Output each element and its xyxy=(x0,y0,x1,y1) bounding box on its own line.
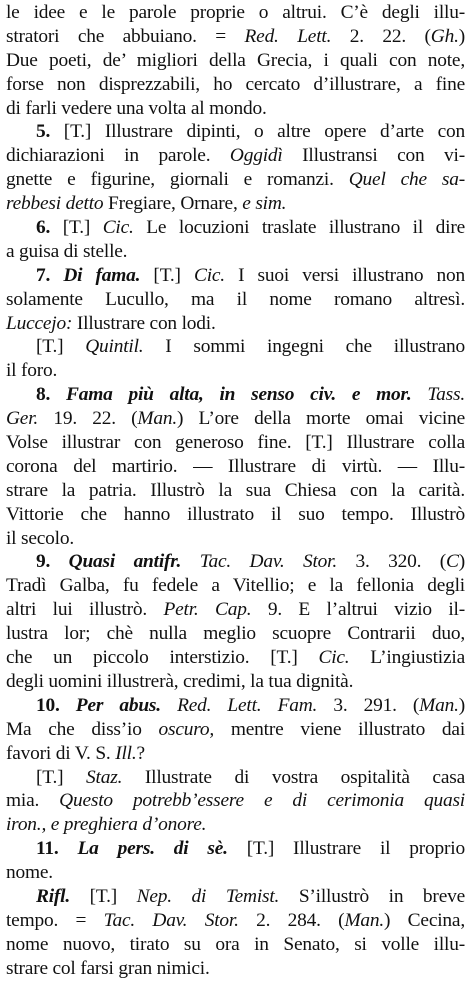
text-line xyxy=(6,598,465,622)
text-run xyxy=(411,384,427,405)
text-run: Quasi antifr. xyxy=(68,551,182,573)
text-run: Le locuzioni traslate illustrano il dire xyxy=(133,217,465,239)
text-line xyxy=(6,670,465,694)
text-line xyxy=(6,694,465,718)
text-run: ) xyxy=(458,694,466,716)
text-line xyxy=(6,359,465,383)
text-run: Red. Lett. xyxy=(244,25,332,47)
text-run: mia. xyxy=(6,790,60,812)
text-run: Man. xyxy=(344,909,385,931)
text-run: Volse illustrar con generoso fine. [T.] Illustrare colla xyxy=(6,432,465,454)
text-run: Quel che sa- xyxy=(348,169,465,191)
text-run: ) xyxy=(458,25,466,47)
text-run: Tac. Dav. Stor. xyxy=(199,551,337,573)
text-line xyxy=(6,240,465,264)
text-run: 6. xyxy=(36,217,51,239)
text-run xyxy=(60,695,76,716)
text-line xyxy=(6,503,465,527)
text-line xyxy=(6,718,465,742)
text-run: iron., e preghiera d’onore. xyxy=(6,814,207,836)
text-line xyxy=(6,550,465,574)
text-run: 2. 284. ( xyxy=(238,909,345,931)
text-run: Petr. Cap. xyxy=(163,599,252,621)
text-run: Ma che diss’io xyxy=(6,718,159,740)
text-run: Man. xyxy=(419,694,459,716)
text-run: Tac. Dav. Stor. xyxy=(103,909,239,931)
text-run: nome nuovo, tirato su ora in Senato, si volle illu- xyxy=(6,933,465,955)
text-run: Questo potrebb’essere e di cerimonia quasi xyxy=(59,790,465,812)
text-run: 9. E l’altrui vizio il- xyxy=(251,599,465,621)
text-run: ? xyxy=(136,742,145,764)
text-line xyxy=(6,766,465,790)
text-run: Rifl. xyxy=(36,885,71,907)
text-run: a guisa di stelle. xyxy=(6,240,128,262)
text-run xyxy=(50,384,66,405)
text-line xyxy=(6,288,465,312)
text-run: nome. xyxy=(6,862,53,884)
text-run: tempo. = xyxy=(6,909,104,931)
text-run: il secolo. xyxy=(6,527,75,549)
text-run: Illustrare con lodi. xyxy=(72,312,216,334)
text-line xyxy=(6,216,465,240)
text-run: Nep. di Temist. xyxy=(136,885,280,907)
text-run: corona del martirio. — Illustrare di virtù. — Illu- xyxy=(6,455,465,477)
text-run: forse non disprezzabili, ho cercato d’illustrare, a fine xyxy=(6,73,465,95)
text-run: ) xyxy=(458,551,465,573)
text-line xyxy=(6,909,465,933)
text-run: oscuro, xyxy=(158,718,215,740)
text-run: Per abus. xyxy=(75,694,161,716)
text-run: [T.] xyxy=(36,336,86,358)
text-run: favori di V. S. xyxy=(6,742,116,764)
text-run: Cic. xyxy=(193,264,225,286)
text-run xyxy=(50,551,69,572)
text-run: [T.] Illustrare dipinti, o altre opere d’arte con xyxy=(50,121,465,143)
text-line xyxy=(6,885,465,909)
text-line xyxy=(6,837,465,861)
text-run: e sim. xyxy=(242,193,287,215)
text-line xyxy=(6,144,465,168)
text-run: Luccejo: xyxy=(6,312,73,334)
text-run: strare la patria. Illustrò la sua Chiesa con la carità. xyxy=(6,479,465,501)
text-line xyxy=(6,25,465,49)
text-run: 7. xyxy=(36,264,51,286)
text-run: Vittorie che hanno illustrato il suo tempo. Illustrò xyxy=(6,503,465,525)
text-run: 10. xyxy=(36,694,60,716)
text-run: le idee e le parole proprie o altrui. C’è degli illu- xyxy=(6,2,465,23)
text-run xyxy=(59,838,78,859)
text-run: [T.] Illustrare il proprio xyxy=(227,838,465,860)
text-run: solamente Lucullo, ma il nome romano altresì. xyxy=(6,288,465,310)
text-line xyxy=(6,264,465,288)
text-run: Quintil. xyxy=(85,336,144,358)
text-line xyxy=(6,646,465,670)
text-line xyxy=(6,622,465,646)
text-line xyxy=(6,527,465,551)
text-run: 3. 320. ( xyxy=(336,551,446,573)
text-run: [T.] xyxy=(70,885,137,907)
text-run: degli uomini illustrerà, credimi, la tua dignità. xyxy=(6,670,354,692)
text-line xyxy=(6,168,465,192)
text-run: Ger. xyxy=(6,408,39,430)
text-run: Illustrate di vostra ospitalità casa xyxy=(122,766,466,788)
text-run: 2. 22. ( xyxy=(331,25,431,47)
text-line xyxy=(6,97,465,121)
text-line xyxy=(6,312,465,336)
text-line xyxy=(6,789,465,813)
text-run xyxy=(50,265,63,286)
text-line xyxy=(6,192,465,216)
text-run: dichiarazioni in parole. xyxy=(6,145,230,167)
text-run: Staz. xyxy=(86,766,123,788)
text-run: ) L’ore della morte omai vicine xyxy=(177,408,465,430)
text-line xyxy=(6,574,465,598)
text-run: Man. xyxy=(137,408,178,430)
text-run: Ill. xyxy=(115,742,137,764)
text-run: gnette e figurine, giornali e romanzi. xyxy=(6,169,349,191)
text-line xyxy=(6,407,465,431)
text-line xyxy=(6,49,465,73)
text-run: [T.] xyxy=(36,766,87,788)
text-run: di farli vedere una volta al mondo. xyxy=(6,97,267,119)
text-run: Cic. xyxy=(318,647,350,669)
text-run: Due poeti, de’ migliori della Grecia, i quali con note, xyxy=(6,49,465,71)
text-run: il foro. xyxy=(6,360,58,382)
text-run: lustra lor; chè nulla meglio scuopre Contrarii duo, xyxy=(6,623,465,645)
text-run: S’illustrò in breve xyxy=(279,885,465,907)
text-run: Tradì Galba, fu fedele a Vitellio; e la fellonia degli xyxy=(6,575,465,597)
text-run: [T.] xyxy=(140,264,194,286)
text-run: 5. xyxy=(36,121,51,143)
text-run: C xyxy=(446,551,459,573)
text-run xyxy=(181,551,200,572)
text-run: 19. 22. ( xyxy=(38,408,138,430)
text-run: mentre viene illustrato dai xyxy=(214,718,466,740)
text-run: 3. 291. ( xyxy=(317,694,420,716)
text-line xyxy=(6,742,465,766)
text-line xyxy=(6,455,465,479)
text-run: Oggidì xyxy=(229,145,283,167)
text-line xyxy=(6,383,465,407)
text-line xyxy=(6,933,465,957)
text-run: Tass. xyxy=(427,384,465,406)
text-run: che un piccolo interstizio. [T.] xyxy=(6,647,319,669)
text-run xyxy=(161,695,177,716)
text-line xyxy=(6,479,465,503)
text-line xyxy=(6,813,465,837)
text-run: rebbesi detto xyxy=(6,193,104,215)
text-line xyxy=(6,957,465,981)
text-run: 11. xyxy=(36,838,59,860)
text-run: strare col farsi gran nimici. xyxy=(6,957,210,979)
text-run: I suoi versi illustrano non xyxy=(224,264,465,286)
text-run: Gh. xyxy=(430,25,459,47)
text-line xyxy=(6,335,465,359)
text-run: Fregiare, Ornare, xyxy=(103,193,243,215)
text-line xyxy=(6,73,465,97)
text-run: Di fama. xyxy=(63,264,141,286)
text-line xyxy=(6,120,465,144)
text-run: Cic. xyxy=(102,217,134,239)
text-run: Red. Lett. Fam. xyxy=(177,694,318,716)
text-run: Illustransi con vi- xyxy=(282,145,466,167)
text-run: 8. xyxy=(36,384,51,406)
text-run: Fama più alta, in senso civ. e mor. xyxy=(66,384,412,406)
text-line xyxy=(6,1,465,25)
text-run: stratori che abbuiano. = xyxy=(6,25,245,47)
text-run: altri lui illustrò. xyxy=(6,599,164,621)
text-run: I sommi ingegni che illustrano xyxy=(143,336,466,358)
text-run: La pers. di sè. xyxy=(77,838,228,860)
text-run: ) Cecina, xyxy=(384,909,465,931)
text-run: 9. xyxy=(36,551,51,573)
text-line xyxy=(6,861,465,885)
text-run: L’ingiustizia xyxy=(349,647,465,669)
text-line xyxy=(6,431,465,455)
text-run: [T.] xyxy=(50,217,103,239)
